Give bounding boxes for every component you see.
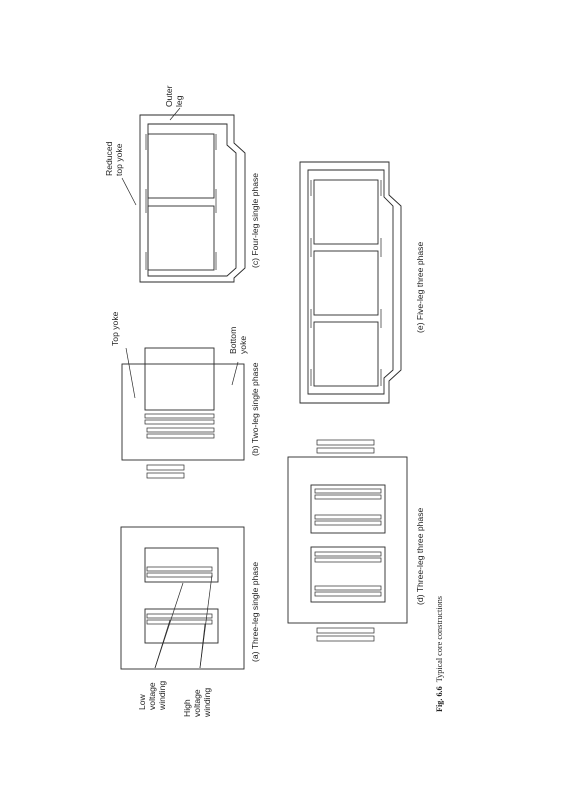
panel-d-winding-bar xyxy=(315,489,381,493)
panel-d-winding-bar xyxy=(315,592,381,596)
panel-b-external-bar xyxy=(147,473,184,478)
outer-leg-line2: leg xyxy=(174,95,184,107)
panel-d-winding-bar xyxy=(315,515,381,519)
panel-a-leader-hv xyxy=(200,624,205,668)
panel-c-reduced-label xyxy=(104,141,124,176)
panel-d-winding-bar xyxy=(315,552,381,556)
panel-a-winding-bar xyxy=(147,567,212,571)
hv-label-line2: voltage xyxy=(192,689,202,717)
panel-d-external-bar-bottom xyxy=(317,628,374,633)
panel-d-three-leg-three-phase xyxy=(288,440,425,641)
hv-label-line3: winding xyxy=(202,687,212,717)
panel-a-winding-bar xyxy=(147,573,212,577)
panel-a-caption: (a) Three-leg single phase xyxy=(250,561,260,662)
panel-b-window-coil xyxy=(145,348,214,410)
panel-a-hv-label xyxy=(182,688,212,718)
panel-e-caption: (e) Five-leg three phase xyxy=(415,241,425,333)
outer-leg-line1: Outer xyxy=(164,85,174,107)
panel-d-winding-bar xyxy=(315,586,381,590)
panel-b-winding-bar xyxy=(147,434,214,438)
reduced-yoke-line2: top yoke xyxy=(114,143,124,176)
bottom-yoke-line2: yoke xyxy=(238,335,248,354)
panel-c-window-upper xyxy=(148,134,214,198)
panel-d-window-lower xyxy=(311,547,385,602)
panel-e-five-leg-three-phase xyxy=(300,162,425,403)
reduced-yoke-line1: Reduced xyxy=(104,141,114,176)
panel-b-external-bar xyxy=(147,465,184,470)
figure-caption-number: Fig. 6.6 xyxy=(435,686,444,712)
panel-b-bottom-yoke-label xyxy=(228,327,248,354)
panel-e-window-3 xyxy=(314,322,378,386)
panel-a-lv-label xyxy=(137,681,167,711)
panel-a-three-leg-single-phase xyxy=(121,527,260,718)
lv-label-line2: voltage xyxy=(147,682,157,710)
panel-b-leader-top-yoke xyxy=(126,348,135,398)
panel-c-inner-outline xyxy=(148,124,236,276)
bottom-yoke-line1: Bottom xyxy=(228,326,238,354)
panel-c-leader-outer xyxy=(170,108,180,120)
panel-c-core-outline xyxy=(140,115,245,282)
panel-d-winding-bar xyxy=(315,558,381,562)
lv-label-line1: Low xyxy=(137,694,147,710)
panel-c-leader-reduced xyxy=(122,178,136,205)
panel-e-core-outline xyxy=(300,162,401,403)
panel-b-winding-bar xyxy=(145,420,214,424)
panel-e-inner-outline xyxy=(308,170,393,394)
panel-a-winding-bar xyxy=(147,614,212,618)
panel-b-two-leg-single-phase xyxy=(110,311,260,478)
panel-b-leader-bottom-yoke xyxy=(232,362,238,385)
panel-d-caption: (d) Three-leg three phase xyxy=(415,507,425,605)
panel-e-window-2 xyxy=(314,251,378,315)
panel-d-external-bar-bottom xyxy=(317,636,374,641)
panel-c-four-leg-single-phase xyxy=(104,85,260,282)
panel-b-winding-bar xyxy=(147,428,214,432)
panel-d-external-bar-top xyxy=(317,440,374,445)
figure-caption xyxy=(435,596,444,712)
panel-e-window-1 xyxy=(314,180,378,244)
panel-d-core-outline xyxy=(288,457,407,623)
panel-b-caption: (b) Two-leg single phase xyxy=(250,362,260,456)
panel-c-outer-label xyxy=(164,85,184,107)
panel-b-winding-bar xyxy=(145,414,214,418)
panel-c-window-lower xyxy=(148,206,214,270)
panel-d-window-upper xyxy=(311,485,385,533)
hv-label-line1: High xyxy=(182,699,192,717)
panel-c-caption: (c) Four-leg single phase xyxy=(250,172,260,268)
panel-a-winding-bar xyxy=(147,620,212,624)
top-yoke-label: Top yoke xyxy=(110,311,120,346)
panel-a-leader-lv xyxy=(155,620,170,668)
panel-b-core-outline xyxy=(122,364,244,460)
panel-d-winding-bar xyxy=(315,495,381,499)
figure-caption-text: Typical core constructions xyxy=(435,596,444,683)
panel-d-external-bar-top xyxy=(317,448,374,453)
panel-d-winding-bar xyxy=(315,521,381,525)
lv-label-line3: winding xyxy=(157,680,167,710)
